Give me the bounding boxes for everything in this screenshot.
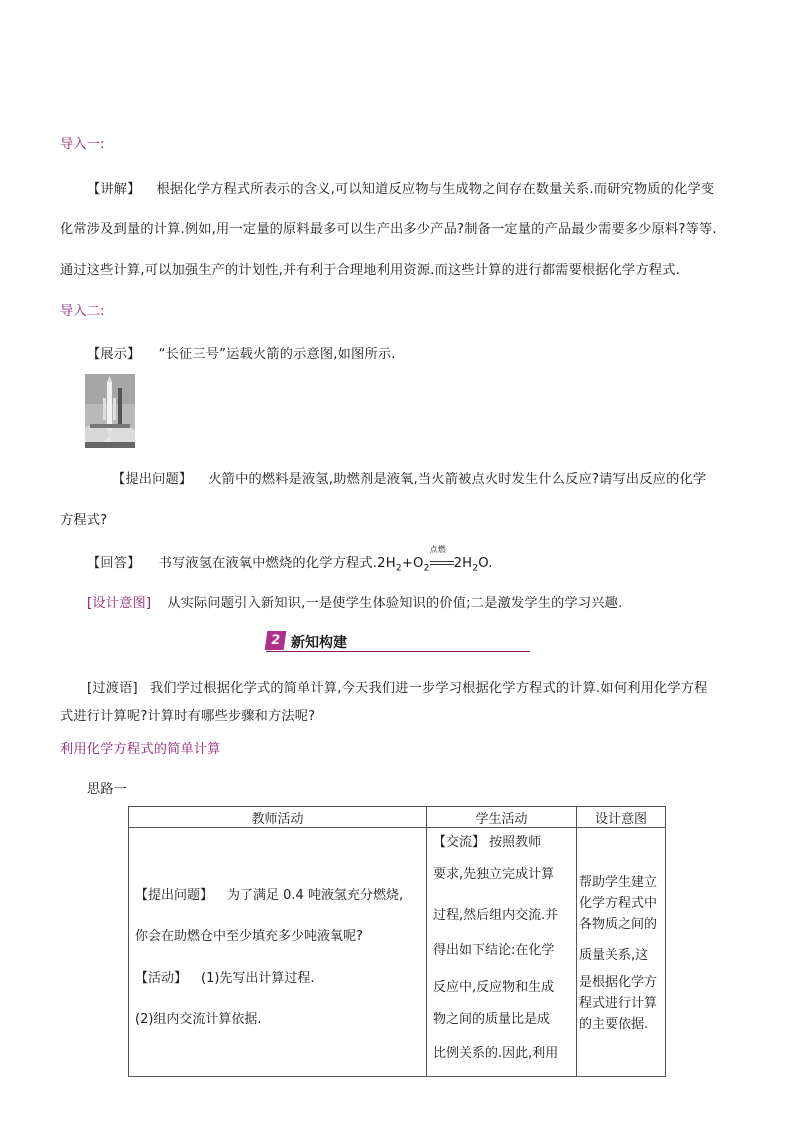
student-line: 【交流】 按照教师: [433, 835, 542, 850]
design-intent-line: [87, 592, 622, 611]
design-line: 帮助学生建立: [579, 875, 658, 890]
design-line: 的主要依据.: [579, 1017, 649, 1032]
intro2-heading: 导入二:: [60, 304, 105, 319]
lecture-line1: [87, 178, 714, 197]
question-tag: 【提出问题】: [112, 472, 193, 487]
student-line: 要求,先独立完成计算: [433, 867, 555, 882]
intro1-heading: 导入一:: [60, 137, 105, 152]
display-tag: 【展示】: [87, 347, 141, 362]
answer-tag: 【回答】: [87, 556, 141, 571]
student-line: 物之间的质量比是成: [433, 1012, 551, 1027]
activity-table: [128, 806, 666, 1077]
reaction-arrow: [429, 545, 454, 570]
student-line: 过程,然后组内交流.并: [433, 908, 559, 923]
lecture-text-1: 根据化学方程式所表示的含义,可以知道反应物与生成物之间存在数量关系.而研究物质的化学变: [156, 182, 715, 197]
approach-label: 思路一: [87, 782, 128, 797]
design-intent-text: 从实际问题引入新知识,一是使学生体验知识的价值;二是激发学生的学习兴趣.: [167, 596, 623, 611]
teacher-question-line2: 你会在助燃仓中至少填充多少吨液氧呢?: [135, 929, 363, 944]
design-line: 质量关系,这: [579, 948, 649, 963]
teacher-activity-line2: (2)组内交流计算依据.: [135, 1012, 262, 1027]
design-line: 程式进行计算: [579, 996, 658, 1011]
design-line: 是根据化学方: [579, 975, 658, 990]
design-cell: [577, 828, 666, 1077]
section-number-badge: 2: [265, 631, 287, 650]
design-line: 各物质之间的: [579, 917, 658, 932]
display-line: [87, 343, 396, 362]
header-design: 设计意图: [577, 807, 666, 828]
section-title: 新知构建: [291, 635, 347, 651]
design-line: 化学方程式中: [579, 896, 658, 911]
transition-line2: 式进行计算呢?计算时有哪些步骤和方法呢?: [60, 709, 316, 724]
section-underline: [266, 651, 530, 652]
section-heading: [266, 631, 530, 653]
student-line: 比例关系的.因此,利用: [433, 1046, 559, 1061]
transition-line1: [87, 677, 708, 696]
header-student: 学生活动: [427, 807, 577, 828]
table-row: [129, 828, 666, 1077]
transition-text-1: 我们学过根据化学式的简单计算,今天我们进一步学习根据化学方程式的计算.如何利用化学方程: [149, 681, 708, 696]
student-cell: [427, 828, 577, 1077]
question-line2: 方程式?: [60, 513, 108, 528]
lecture-line2: 化常涉及到量的计算.例如,用一定量的原料最多可以生产出多少产品?制备一定量的产品最少需要多少原料?等等.: [60, 222, 717, 237]
transition-tag: [过渡语]: [87, 681, 138, 696]
lecture-line3: 通过这些计算,可以加强生产的计划性,并有利于合理地利用资源.而这些计算的进行都需要根据化学方程式.: [60, 263, 681, 278]
equation: $2H_2+O_2$ 点燃 $2H_2O$.: [377, 545, 493, 574]
design-intent-tag: [设计意图]: [87, 596, 152, 611]
answer-text: 书写液氢在液氧中燃烧的化学方程式.: [158, 556, 378, 571]
teacher-question-line1: 【提出问题】 为了满足 0.4 吨液氢充分燃烧,: [135, 888, 404, 903]
answer-line: [87, 545, 493, 574]
reaction-condition: 点燃: [429, 545, 446, 554]
student-line: 反应中,反应物和生成: [433, 980, 555, 995]
rocket-launch-image: [85, 374, 135, 448]
lecture-tag: 【讲解】: [87, 182, 141, 197]
header-teacher: 教师活动: [129, 807, 427, 828]
display-text: “长征三号”运载火箭的示意图,如图所示.: [158, 347, 396, 362]
teacher-cell: [129, 828, 427, 1077]
subheading: 利用化学方程式的简单计算: [60, 742, 221, 757]
question-text-1: 火箭中的燃料是液氢,助燃剂是液氧,当火箭被点火时发生什么反应?请写出反应的化学: [208, 472, 707, 487]
teacher-activity-line1: 【活动】 (1)先写出计算过程.: [135, 971, 315, 986]
table-header-row: [129, 807, 666, 828]
question-line1: [112, 468, 706, 487]
student-line: 得出如下结论:在化学: [433, 943, 555, 958]
